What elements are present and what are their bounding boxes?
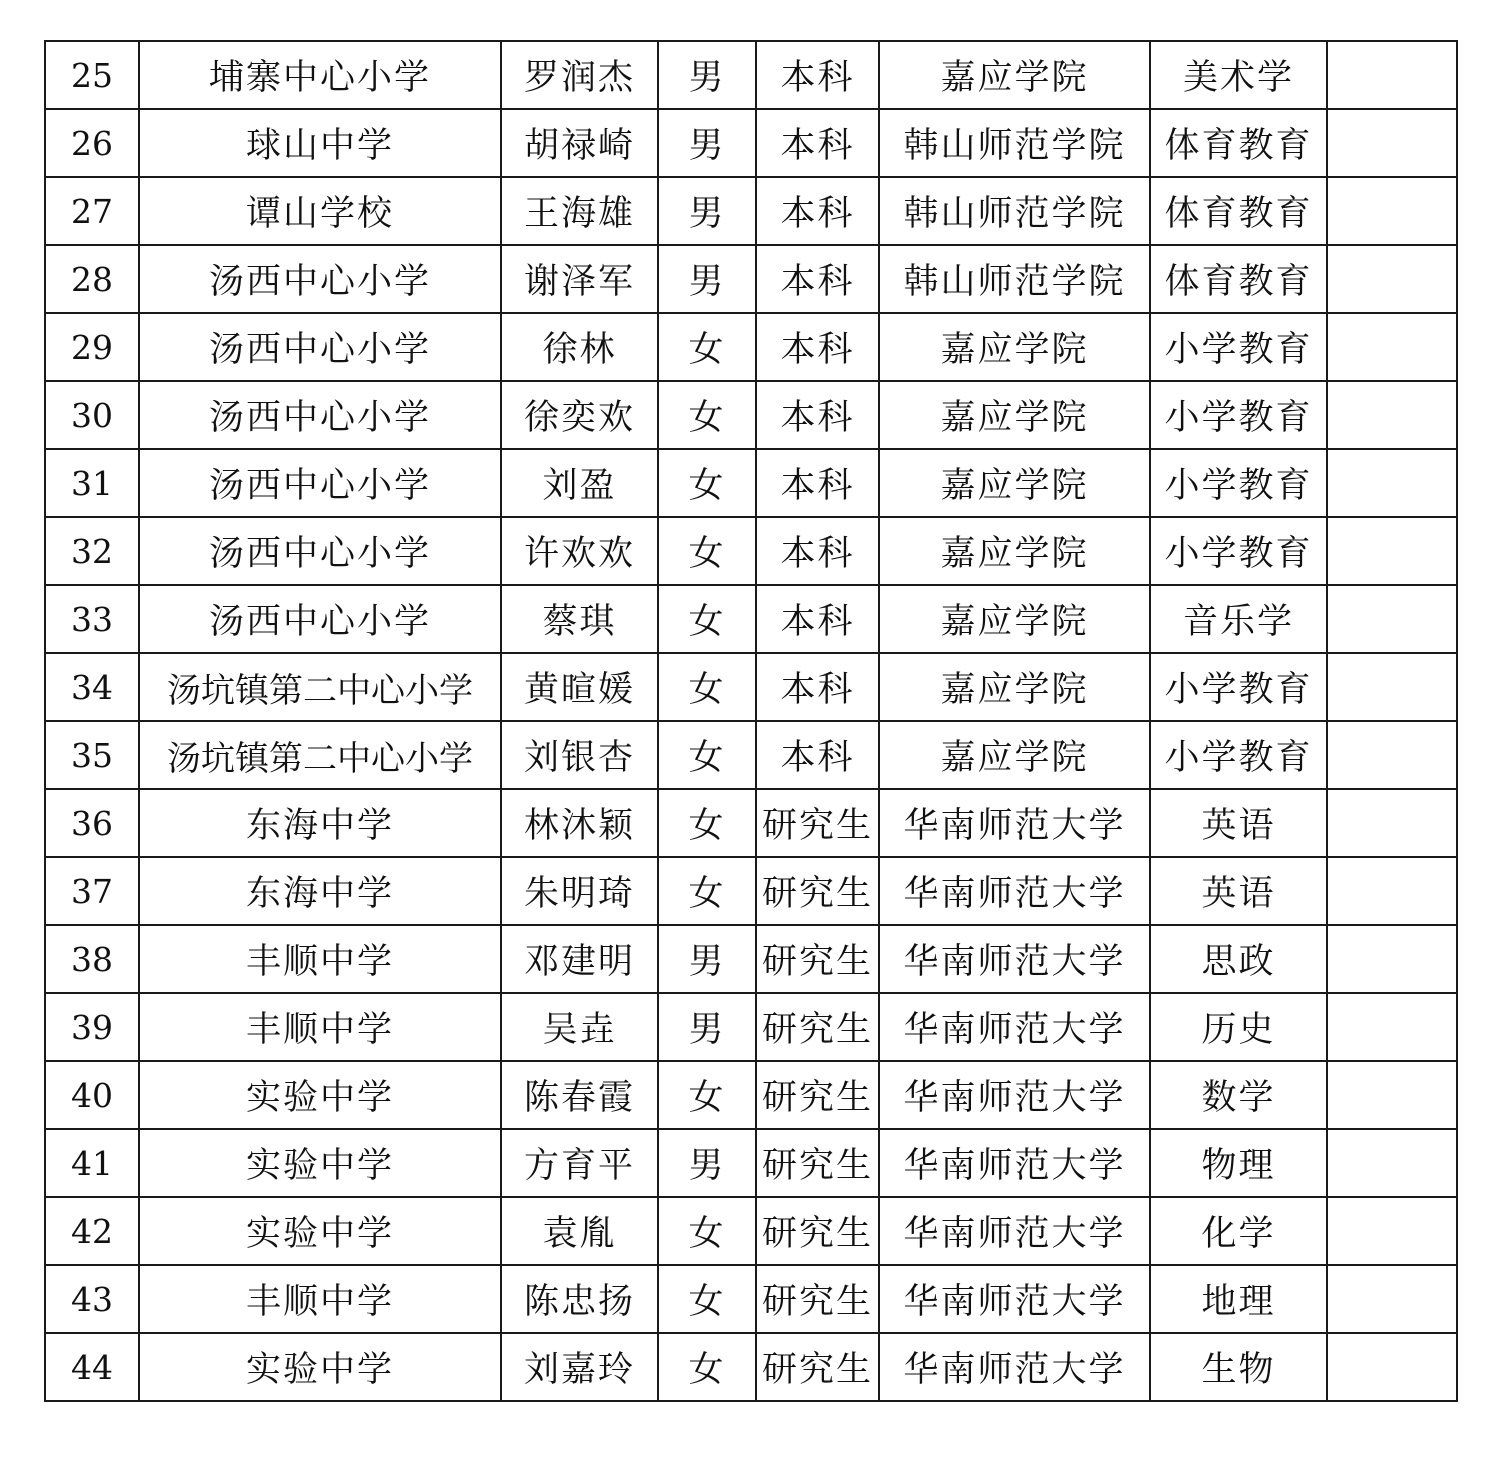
- row-number-cell: 38: [45, 925, 139, 993]
- table-row: [45, 925, 1457, 993]
- education-cell: 本科: [756, 721, 879, 789]
- major-cell: 体育教育: [1150, 177, 1327, 245]
- major-cell: 小学教育: [1150, 449, 1327, 517]
- gender-cell: 女: [658, 857, 756, 925]
- table-row: [45, 585, 1457, 653]
- table-row: [45, 721, 1457, 789]
- major-cell: 物理: [1150, 1129, 1327, 1197]
- table-row: [45, 1129, 1457, 1197]
- university-cell: 华南师范大学: [879, 1197, 1150, 1265]
- table-row: [45, 177, 1457, 245]
- education-cell: 研究生: [756, 1197, 879, 1265]
- major-cell: 小学教育: [1150, 517, 1327, 585]
- major-cell: 历史: [1150, 993, 1327, 1061]
- row-number-cell: 39: [45, 993, 139, 1061]
- university-cell: 华南师范大学: [879, 1061, 1150, 1129]
- row-number-cell: 36: [45, 789, 139, 857]
- major-cell: 小学教育: [1150, 313, 1327, 381]
- roster-sheet: [44, 40, 1456, 1402]
- row-number-cell: 25: [45, 41, 139, 109]
- row-number-cell: 30: [45, 381, 139, 449]
- university-cell: 华南师范大学: [879, 993, 1150, 1061]
- major-cell: 地理: [1150, 1265, 1327, 1333]
- school-cell: 埔寨中心小学: [139, 41, 501, 109]
- table-row: [45, 109, 1457, 177]
- gender-cell: 女: [658, 585, 756, 653]
- major-cell: 生物: [1150, 1333, 1327, 1401]
- gender-cell: 男: [658, 41, 756, 109]
- table-row: [45, 1333, 1457, 1401]
- university-cell: 华南师范大学: [879, 925, 1150, 993]
- school-cell: 东海中学: [139, 857, 501, 925]
- note-cell: [1327, 721, 1457, 789]
- education-cell: 本科: [756, 41, 879, 109]
- teacher-name-cell: 邓建明: [501, 925, 658, 993]
- teacher-name-cell: 陈忠扬: [501, 1265, 658, 1333]
- table-row: [45, 313, 1457, 381]
- gender-cell: 女: [658, 1265, 756, 1333]
- note-cell: [1327, 653, 1457, 721]
- university-cell: 华南师范大学: [879, 789, 1150, 857]
- education-cell: 研究生: [756, 993, 879, 1061]
- table-row: [45, 449, 1457, 517]
- table-row: [45, 381, 1457, 449]
- major-cell: 美术学: [1150, 41, 1327, 109]
- major-cell: 数学: [1150, 1061, 1327, 1129]
- row-number-cell: 44: [45, 1333, 139, 1401]
- teacher-name-cell: 吴垚: [501, 993, 658, 1061]
- university-cell: 华南师范大学: [879, 1265, 1150, 1333]
- row-number-cell: 31: [45, 449, 139, 517]
- gender-cell: 女: [658, 721, 756, 789]
- education-cell: 本科: [756, 653, 879, 721]
- gender-cell: 女: [658, 653, 756, 721]
- school-cell: 汤坑镇第二中心小学: [139, 653, 501, 721]
- table-row: [45, 653, 1457, 721]
- education-cell: 本科: [756, 449, 879, 517]
- education-cell: 研究生: [756, 1265, 879, 1333]
- teacher-name-cell: 徐奕欢: [501, 381, 658, 449]
- education-cell: 研究生: [756, 1061, 879, 1129]
- row-number-cell: 33: [45, 585, 139, 653]
- table-row: [45, 1061, 1457, 1129]
- university-cell: 嘉应学院: [879, 313, 1150, 381]
- gender-cell: 女: [658, 313, 756, 381]
- school-cell: 实验中学: [139, 1061, 501, 1129]
- education-cell: 本科: [756, 585, 879, 653]
- table-row: [45, 1197, 1457, 1265]
- teacher-name-cell: 谢泽军: [501, 245, 658, 313]
- education-cell: 本科: [756, 177, 879, 245]
- gender-cell: 男: [658, 1129, 756, 1197]
- note-cell: [1327, 41, 1457, 109]
- table-row: [45, 789, 1457, 857]
- major-cell: 小学教育: [1150, 381, 1327, 449]
- education-cell: 研究生: [756, 1333, 879, 1401]
- school-cell: 球山中学: [139, 109, 501, 177]
- table-row: [45, 41, 1457, 109]
- major-cell: 小学教育: [1150, 653, 1327, 721]
- table-row: [45, 857, 1457, 925]
- note-cell: [1327, 381, 1457, 449]
- row-number-cell: 27: [45, 177, 139, 245]
- education-cell: 本科: [756, 381, 879, 449]
- major-cell: 体育教育: [1150, 245, 1327, 313]
- gender-cell: 男: [658, 925, 756, 993]
- note-cell: [1327, 1265, 1457, 1333]
- school-cell: 汤西中心小学: [139, 381, 501, 449]
- note-cell: [1327, 1129, 1457, 1197]
- row-number-cell: 34: [45, 653, 139, 721]
- teacher-name-cell: 许欢欢: [501, 517, 658, 585]
- teacher-name-cell: 胡禄崎: [501, 109, 658, 177]
- education-cell: 本科: [756, 245, 879, 313]
- school-cell: 汤西中心小学: [139, 585, 501, 653]
- education-cell: 本科: [756, 109, 879, 177]
- gender-cell: 女: [658, 517, 756, 585]
- teacher-name-cell: 朱明琦: [501, 857, 658, 925]
- gender-cell: 女: [658, 449, 756, 517]
- row-number-cell: 42: [45, 1197, 139, 1265]
- education-cell: 研究生: [756, 789, 879, 857]
- school-cell: 东海中学: [139, 789, 501, 857]
- teacher-name-cell: 徐林: [501, 313, 658, 381]
- school-cell: 汤西中心小学: [139, 245, 501, 313]
- university-cell: 华南师范大学: [879, 1333, 1150, 1401]
- university-cell: 嘉应学院: [879, 381, 1150, 449]
- university-cell: 嘉应学院: [879, 653, 1150, 721]
- row-number-cell: 43: [45, 1265, 139, 1333]
- note-cell: [1327, 177, 1457, 245]
- education-cell: 研究生: [756, 857, 879, 925]
- row-number-cell: 32: [45, 517, 139, 585]
- roster-body: [45, 41, 1457, 1401]
- row-number-cell: 26: [45, 109, 139, 177]
- table-row: [45, 245, 1457, 313]
- university-cell: 嘉应学院: [879, 721, 1150, 789]
- education-cell: 本科: [756, 313, 879, 381]
- gender-cell: 女: [658, 789, 756, 857]
- school-cell: 丰顺中学: [139, 993, 501, 1061]
- university-cell: 韩山师范学院: [879, 109, 1150, 177]
- gender-cell: 男: [658, 245, 756, 313]
- note-cell: [1327, 925, 1457, 993]
- note-cell: [1327, 109, 1457, 177]
- row-number-cell: 28: [45, 245, 139, 313]
- teacher-name-cell: 罗润杰: [501, 41, 658, 109]
- teacher-name-cell: 林沐颖: [501, 789, 658, 857]
- teacher-name-cell: 刘嘉玲: [501, 1333, 658, 1401]
- teacher-name-cell: 刘盈: [501, 449, 658, 517]
- teacher-name-cell: 王海雄: [501, 177, 658, 245]
- education-cell: 本科: [756, 517, 879, 585]
- note-cell: [1327, 1061, 1457, 1129]
- major-cell: 音乐学: [1150, 585, 1327, 653]
- teacher-name-cell: 刘银杏: [501, 721, 658, 789]
- major-cell: 英语: [1150, 857, 1327, 925]
- university-cell: 嘉应学院: [879, 585, 1150, 653]
- teacher-name-cell: 黄暄媛: [501, 653, 658, 721]
- note-cell: [1327, 993, 1457, 1061]
- major-cell: 化学: [1150, 1197, 1327, 1265]
- teacher-name-cell: 方育平: [501, 1129, 658, 1197]
- note-cell: [1327, 245, 1457, 313]
- school-cell: 汤西中心小学: [139, 517, 501, 585]
- gender-cell: 女: [658, 381, 756, 449]
- note-cell: [1327, 1333, 1457, 1401]
- teacher-name-cell: 陈春霞: [501, 1061, 658, 1129]
- note-cell: [1327, 449, 1457, 517]
- row-number-cell: 41: [45, 1129, 139, 1197]
- table-row: [45, 1265, 1457, 1333]
- gender-cell: 男: [658, 993, 756, 1061]
- teacher-name-cell: 蔡琪: [501, 585, 658, 653]
- gender-cell: 女: [658, 1061, 756, 1129]
- university-cell: 华南师范大学: [879, 1129, 1150, 1197]
- education-cell: 研究生: [756, 1129, 879, 1197]
- university-cell: 韩山师范学院: [879, 245, 1150, 313]
- note-cell: [1327, 585, 1457, 653]
- roster-table: [44, 40, 1458, 1402]
- education-cell: 研究生: [756, 925, 879, 993]
- university-cell: 嘉应学院: [879, 517, 1150, 585]
- school-cell: 实验中学: [139, 1333, 501, 1401]
- gender-cell: 女: [658, 1197, 756, 1265]
- school-cell: 谭山学校: [139, 177, 501, 245]
- row-number-cell: 29: [45, 313, 139, 381]
- note-cell: [1327, 1197, 1457, 1265]
- row-number-cell: 40: [45, 1061, 139, 1129]
- school-cell: 汤西中心小学: [139, 449, 501, 517]
- university-cell: 嘉应学院: [879, 41, 1150, 109]
- university-cell: 华南师范大学: [879, 857, 1150, 925]
- major-cell: 英语: [1150, 789, 1327, 857]
- university-cell: 韩山师范学院: [879, 177, 1150, 245]
- school-cell: 汤西中心小学: [139, 313, 501, 381]
- school-cell: 丰顺中学: [139, 925, 501, 993]
- table-row: [45, 993, 1457, 1061]
- note-cell: [1327, 313, 1457, 381]
- university-cell: 嘉应学院: [879, 449, 1150, 517]
- school-cell: 丰顺中学: [139, 1265, 501, 1333]
- table-row: [45, 517, 1457, 585]
- major-cell: 思政: [1150, 925, 1327, 993]
- gender-cell: 女: [658, 1333, 756, 1401]
- note-cell: [1327, 857, 1457, 925]
- gender-cell: 男: [658, 177, 756, 245]
- row-number-cell: 37: [45, 857, 139, 925]
- note-cell: [1327, 789, 1457, 857]
- row-number-cell: 35: [45, 721, 139, 789]
- note-cell: [1327, 517, 1457, 585]
- school-cell: 汤坑镇第二中心小学: [139, 721, 501, 789]
- major-cell: 小学教育: [1150, 721, 1327, 789]
- school-cell: 实验中学: [139, 1129, 501, 1197]
- school-cell: 实验中学: [139, 1197, 501, 1265]
- teacher-name-cell: 袁胤: [501, 1197, 658, 1265]
- gender-cell: 男: [658, 109, 756, 177]
- major-cell: 体育教育: [1150, 109, 1327, 177]
